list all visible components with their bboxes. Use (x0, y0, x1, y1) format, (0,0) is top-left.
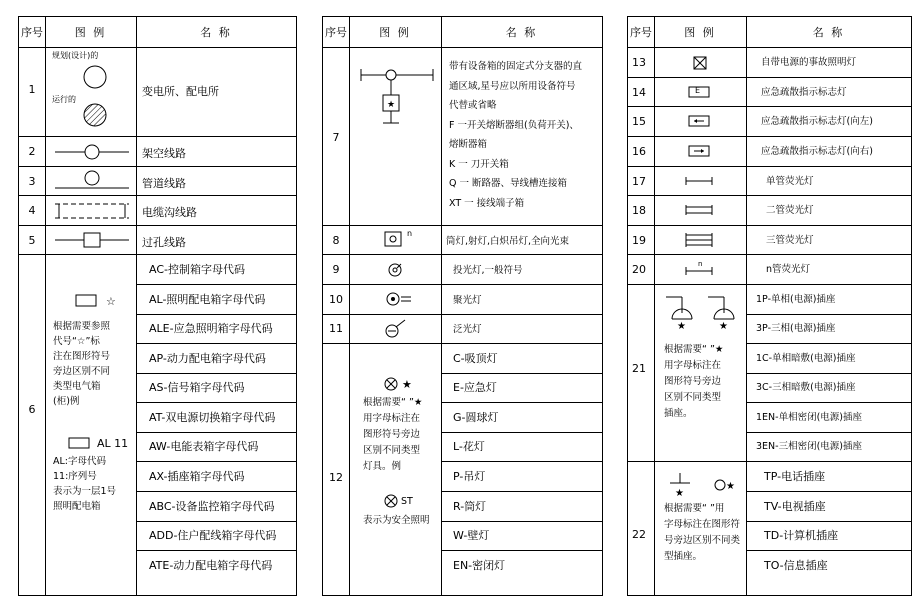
downlight-symbol (383, 229, 405, 249)
svg-text:★: ★ (402, 378, 412, 391)
row-name: 单管荧光灯 (766, 176, 814, 187)
spotlight-symbol (385, 290, 413, 308)
list-item: AL-照明配电箱字母代码 (149, 293, 266, 306)
row-name: 变电所、配电所 (142, 85, 219, 98)
substation-symbol (79, 61, 115, 131)
row-name: 电缆沟线路 (142, 206, 197, 219)
list-item: G-圆球灯 (453, 411, 499, 424)
header-name: 名 称 (505, 26, 538, 39)
row-name: 架空线路 (142, 147, 186, 160)
exit-sign-mark: E (695, 86, 701, 95)
box-star-symbol (74, 293, 126, 309)
lamp-star-symbol (383, 375, 423, 393)
row-seq: 17 (632, 175, 646, 188)
double-fluorescent-symbol (684, 203, 714, 217)
row-name: 应急疏散指示标志灯(向左) (761, 116, 873, 127)
list-item: 1P-单相(电源)插座 (756, 294, 836, 305)
row-name: 过孔线路 (142, 236, 186, 249)
example-code: AL 11 (97, 437, 129, 450)
row-seq: 21 (632, 362, 646, 375)
header-legend: 图 例 (379, 26, 411, 39)
list-item: TO-信息插座 (764, 559, 828, 572)
header-name: 名 称 (200, 26, 232, 39)
svg-text:★: ★ (387, 100, 396, 110)
st-label: ST (401, 496, 413, 507)
list-item: AW-电能表箱字母代码 (149, 440, 259, 453)
emergency-light-symbol (692, 55, 708, 71)
triple-fluorescent-symbol (684, 232, 714, 248)
pipe-line-symbol (55, 169, 129, 193)
cable-trench-symbol (55, 200, 129, 222)
exit-sign-right-symbol (688, 144, 710, 158)
list-item: AX-插座箱字母代码 (149, 470, 245, 483)
floodlight-symbol (387, 261, 405, 279)
flood-lamp-symbol (383, 318, 409, 340)
list-item: AT-双电源切换箱字母代码 (149, 411, 276, 424)
row-seq: 10 (329, 293, 343, 306)
row-seq: 3 (28, 175, 36, 188)
list-item: 3EN-三相密闭(电源)插座 (756, 441, 862, 452)
header-name: 名 称 (812, 26, 845, 39)
row-seq: 4 (28, 204, 36, 217)
through-hole-line-symbol (55, 229, 129, 251)
row-name: 投光灯,一般符号 (453, 265, 523, 276)
list-item: ALE-应急照明箱字母代码 (149, 322, 273, 335)
row-seq: 22 (632, 528, 646, 541)
row-seq: 9 (332, 263, 340, 276)
row-seq: 2 (28, 145, 36, 158)
row-name: 筒灯,射灯,白炽吊灯,全向光束 (446, 236, 570, 247)
row-name: 应急疏散指示标志灯 (761, 87, 847, 98)
list-item: R-筒灯 (453, 500, 487, 513)
list-item: ABC-设备监控箱字母代码 (149, 500, 275, 513)
row12-note: 根据需要“ ”★ 用字母标注在 图形符号旁边 区别不同类型 灯具。例 (363, 397, 423, 472)
row-seq: 1 (28, 83, 36, 96)
list-item: ATE-动力配电箱字母代码 (149, 559, 273, 572)
row-name: 应急疏散指示标志灯(向右) (761, 146, 873, 157)
list-item: AS-信号箱字母代码 (149, 381, 245, 394)
row-seq: 7 (332, 131, 340, 144)
svg-text:☆: ☆ (106, 295, 116, 308)
n-fluorescent-mark: n (698, 260, 703, 268)
svg-text:★: ★ (675, 488, 684, 499)
planned-label: 规划(设计)的 (52, 51, 99, 60)
header-seq: 序号 (325, 26, 347, 39)
row-seq: 12 (329, 471, 343, 484)
svg-text:★: ★ (677, 321, 686, 332)
header-seq: 序号 (630, 26, 652, 39)
st-desc: 表示为安全照明 (363, 515, 430, 526)
header-legend: 图 例 (74, 26, 107, 39)
row-name: n管荧光灯 (766, 264, 811, 275)
power-socket-symbol (664, 291, 744, 337)
svg-text:★: ★ (726, 481, 735, 492)
list-item: ADD-住户配线箱字母代码 (149, 529, 277, 542)
header-legend: 图 例 (684, 26, 716, 39)
safety-lamp-symbol (383, 493, 399, 509)
distribution-box-symbol (67, 436, 91, 450)
list-item: E-应急灯 (453, 381, 497, 394)
overhead-line-symbol (55, 141, 129, 163)
legend-table-1 (18, 16, 297, 596)
svg-text:★: ★ (719, 321, 728, 332)
list-item: L-花灯 (453, 440, 485, 453)
list-item: AP-动力配电箱字母代码 (149, 352, 266, 365)
row-seq: 8 (332, 234, 340, 247)
list-item: TV-电视插座 (764, 500, 826, 513)
list-item: 1C-单相暗敷(电源)插座 (756, 353, 856, 364)
header-seq: 序号 (21, 26, 43, 39)
list-item: W-壁灯 (453, 529, 490, 542)
single-fluorescent-symbol (684, 174, 714, 188)
row-name: 管道线路 (142, 177, 186, 190)
row6-note: 根据需要参照 代号“☆”标 注在图形符号 旁边区别不同 类型电气箱 (柜)例 (53, 321, 111, 407)
list-item: 1EN-单相密闭(电源)插座 (756, 412, 862, 423)
telecom-socket-symbol (664, 469, 744, 499)
list-item: EN-密闭灯 (453, 559, 506, 572)
row-seq: 16 (632, 145, 646, 158)
row-seq: 5 (28, 234, 36, 247)
row-name: 泛光灯 (453, 324, 482, 335)
row-seq: 11 (329, 322, 343, 335)
list-item: C-吸顶灯 (453, 352, 498, 365)
list-item: AC-控制箱字母代码 (149, 263, 245, 276)
example-desc: AL:字母代码 11:序列号 表示为一层1号 照明配电箱 (53, 456, 117, 512)
row7-desc: 带有设备箱的固定式分支器的直 通区域,星号应以所用设备符号 代替或省略 F 一开关熔断器组(负荷开关)、 熔断器箱 K 一 刀开关箱 Q 一 断路器、导线槽连接箱 XT 一 接线端子箱 (449, 61, 583, 209)
downlight-mark: n (407, 229, 413, 238)
legend-table-2 (322, 16, 603, 596)
list-item: 3P-三相(电源)插座 (756, 323, 836, 334)
list-item: TP-电话插座 (764, 470, 826, 483)
row21-note: 根据需要“ ”★ 用字母标注在 图形符号旁边 区别不同类型 插座。 (664, 344, 724, 419)
row22-note: 根据需要“ ”用 字母标注在图形符 号旁边区别不同类 型插座。 (664, 503, 741, 562)
row-seq: 15 (632, 115, 646, 128)
row-seq: 14 (632, 86, 646, 99)
existing-label: 运行的 (52, 95, 76, 104)
row-name: 三管荧光灯 (766, 235, 814, 246)
row-name: 自带电源的事故照明灯 (761, 57, 857, 68)
list-item: P-吊灯 (453, 470, 486, 483)
list-item: 3C-三相暗敷(电源)插座 (756, 382, 856, 393)
row-name: 二管荧光灯 (766, 205, 814, 216)
row-seq: 6 (28, 403, 36, 416)
row-seq: 13 (632, 56, 646, 69)
row-name: 聚光灯 (453, 295, 482, 306)
row-seq: 20 (632, 263, 646, 276)
exit-sign-left-symbol (688, 114, 710, 128)
list-item: TD-计算机插座 (764, 529, 839, 542)
row-seq: 19 (632, 234, 646, 247)
legend-table-3 (627, 16, 912, 596)
row-seq: 18 (632, 204, 646, 217)
branch-box-symbol (359, 61, 435, 131)
